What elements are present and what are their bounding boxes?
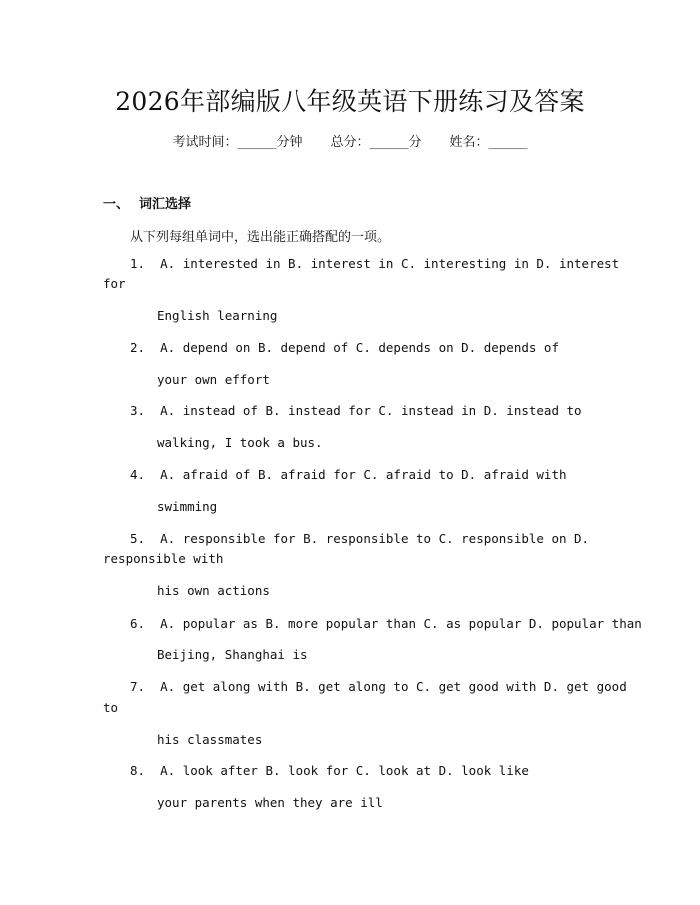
question-options: A. interested in B. interest in C. interesting in D. interest [160, 256, 620, 271]
exam-time-label: 考试时间： [172, 135, 238, 150]
question-1-wrap-line: for [103, 276, 126, 291]
section-title: 词汇选择 [139, 197, 192, 212]
exam-name-label: 姓名： [449, 135, 489, 150]
question-number: 7. [130, 679, 146, 694]
question-5-options-line [130, 529, 589, 549]
exam-time-blank: ______ [237, 135, 277, 150]
exam-score-label: 总分： [330, 135, 370, 150]
question-1-options-line [130, 254, 619, 274]
question-7-wrap-line: to [103, 700, 119, 715]
exam-info-line [0, 131, 700, 150]
question-7-context: his classmates [157, 732, 263, 747]
question-options: A. get along with B. get along to C. get good with D. get good [160, 679, 627, 694]
question-4-context: swimming [157, 499, 218, 514]
question-1-context: English learning [157, 308, 278, 323]
question-options: A. depend on B. depend of C. depends on D. depends of [160, 340, 559, 355]
question-4-options-line [130, 465, 567, 485]
question-8-options-line [130, 761, 529, 781]
question-2-options-line [130, 338, 559, 358]
question-options: A. instead of B. instead for C. instead in D. instead to [160, 403, 582, 418]
question-options: A. afraid of B. afraid for C. afraid to D. afraid with [160, 467, 567, 482]
question-5-wrap-line: responsible with [103, 551, 224, 566]
section-number: 一、 [103, 197, 130, 212]
question-number: 3. [130, 403, 146, 418]
section-instruction: 从下列每组单词中，选出能正确搭配的一项。 [130, 230, 391, 245]
section-heading [103, 193, 191, 212]
exam-name-blank: ______ [488, 135, 528, 150]
question-3-context: walking, I took a bus. [157, 435, 323, 450]
question-3-options-line [130, 401, 582, 421]
question-options: A. popular as B. more popular than C. as popular D. popular than [160, 616, 642, 631]
question-number: 4. [130, 467, 146, 482]
question-number: 5. [130, 531, 146, 546]
question-options: A. responsible for B. responsible to C. responsible on D. [160, 531, 590, 546]
exam-score-blank: ______ [369, 135, 409, 150]
question-number: 6. [130, 616, 146, 631]
question-number: 2. [130, 340, 146, 355]
question-options: A. look after B. look for C. look at D. look like [160, 763, 529, 778]
question-2-context: your own effort [157, 372, 270, 387]
exam-score-unit: 分 [408, 135, 422, 150]
question-8-context: your parents when they are ill [157, 795, 383, 810]
question-6-context: Beijing, Shanghai is [157, 647, 308, 662]
exam-time-unit: 分钟 [276, 135, 303, 150]
question-6-options-line [130, 614, 642, 634]
question-number: 1. [130, 256, 146, 271]
question-7-options-line [130, 677, 627, 697]
question-number: 8. [130, 763, 146, 778]
question-5-context: his own actions [157, 583, 270, 598]
document-title: 2026年部编版八年级英语下册练习及答案 [115, 87, 585, 116]
